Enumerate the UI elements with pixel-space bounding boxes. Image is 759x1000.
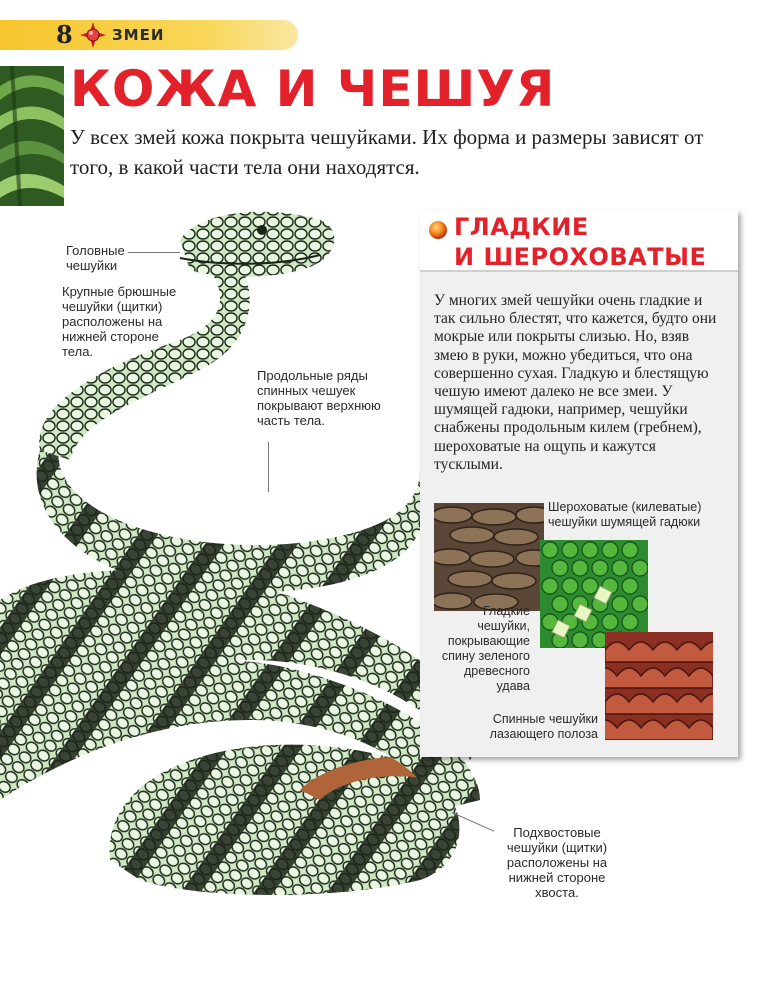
bullet-ball-icon: [428, 220, 448, 240]
page-title: КОЖА И ЧЕШУЯ: [70, 60, 556, 118]
box-title-line2: И ШЕРОХОВАТЫЕ: [454, 243, 707, 271]
compass-diamond-icon: [80, 22, 106, 48]
caption-rough-scales: Шероховатые (килеватые) чешуйки шумящей гадюки: [548, 500, 702, 529]
label-belly-scales: Крупные брюшные чешуйки (щитки) расположены на нижней стороне тела.: [62, 284, 177, 359]
caption-green-scales: Гладкие чешуйки, покрывающие спину зеленого древесного удава: [441, 604, 530, 693]
leader-line: [128, 252, 180, 253]
box-body-text: У многих змей чешуйки очень гладкие и так сильно блестят, что кажется, будто они мокрые или покрыты слизью. Но, взяв змею в руки, можно убедиться, что она совершенно сухая. Гладкую и блестящую чешую имеют далеко не все змеи. У шумящей гадюки, например, чешуйки снабжены продольным килем (гребнем), шероховатые на ощупь и кажутся тусклыми.: [434, 292, 717, 473]
foliage-image: [0, 66, 64, 206]
intro-text: У всех змей кожа покрыта чешуйками. Их форма и размеры зависят от того, в какой части тела они находятся.: [70, 125, 704, 179]
page-number: 8: [56, 20, 73, 49]
section-label: ЗМЕИ: [112, 26, 165, 44]
label-dorsal-scales: Продольные ряды спинных чешуек покрывают верхнюю часть тела.: [257, 368, 381, 428]
leader-line: [268, 442, 269, 492]
rough-scales-image: [434, 503, 544, 611]
red-scales-image: [605, 632, 713, 740]
label-head-scales: Головные чешуйки: [66, 243, 125, 273]
caption-red-scales: Спинные чешуйки лазающего полоза: [489, 712, 598, 741]
label-tail-scales: Подхвостовые чешуйки (щитки) расположены на нижней стороне хвоста.: [506, 825, 608, 900]
box-title: [454, 212, 706, 272]
box-title-line1: ГЛАДКИЕ: [454, 213, 589, 241]
